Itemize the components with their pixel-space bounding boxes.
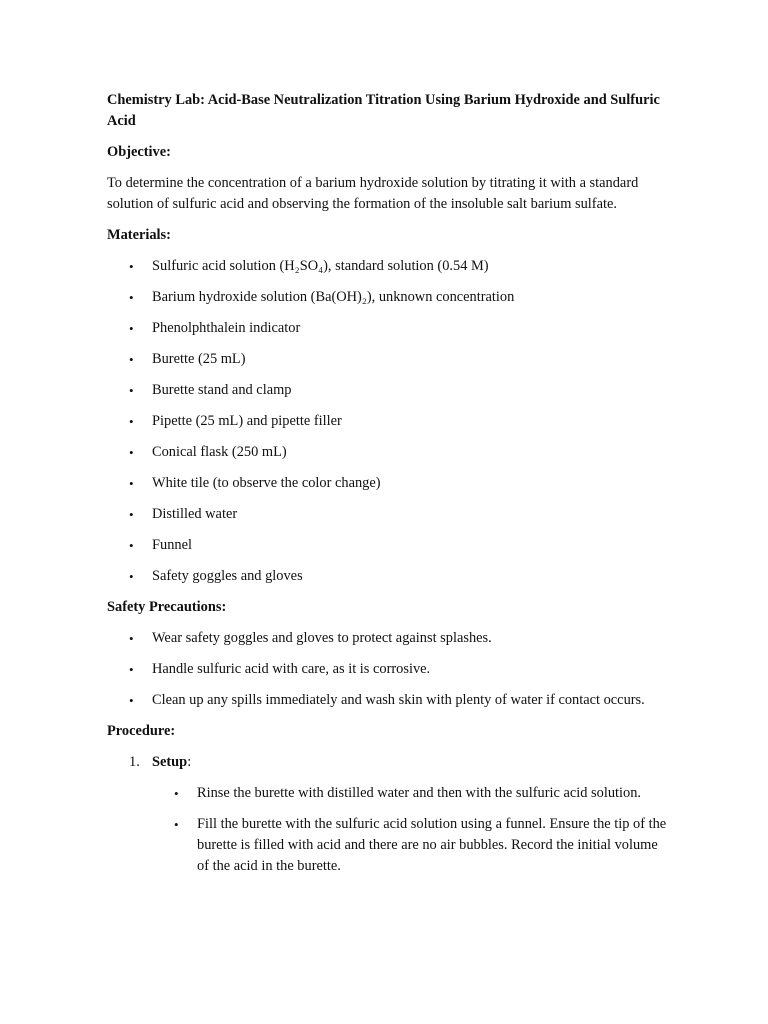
materials-list [107,256,667,587]
list-item: • Distilled water [107,504,667,525]
list-item: • Conical flask (250 mL) [107,442,667,463]
list-item: • Barium hydroxide solution (Ba(OH)₂), unknown concentration [107,287,667,308]
document-title: Chemistry Lab: Acid-Base Neutralization Titration Using Barium Hydroxide and Sulfuric Acid [107,92,660,129]
materials-heading: Materials: [107,227,171,243]
procedure-list [107,752,667,877]
safety-list [107,628,667,711]
step-title: Setup [152,754,188,770]
list-item: • Phenolphthalein indicator [107,318,667,339]
list-item: • Safety goggles and gloves [107,566,667,587]
list-item: • Sulfuric acid solution (H₂SO₄), standard solution (0.54 M) [107,256,667,277]
objective-text: To determine the concentration of a barium hydroxide solution by titrating it with a standard solution of sulfuric acid and observing the formation of the insoluble salt barium sulfate. [107,175,639,212]
objective-heading: Objective: [107,144,171,160]
list-item: • Fill the burette with the sulfuric acid solution using a funnel. Ensure the tip of the burette is filled with acid and there are no air bubbles. Record the initial volume of the acid in the burette. [152,814,667,877]
procedure-step [107,752,667,877]
list-item: • Burette (25 mL) [107,349,667,370]
list-item: • White tile (to observe the color change) [107,473,667,494]
list-item: • Burette stand and clamp [107,380,667,401]
safety-heading: Safety Precautions: [107,599,227,615]
list-item: • Handle sulfuric acid with care, as it is corrosive. [107,659,667,680]
document-body [107,90,667,887]
procedure-heading: Procedure: [107,723,176,739]
list-item: • Clean up any spills immediately and wash skin with plenty of water if contact occurs. [107,690,667,711]
step-title-suffix: : [187,754,192,770]
step-sub-list [152,783,667,877]
list-item: • Pipette (25 mL) and pipette filler [107,411,667,432]
list-item: • Wear safety goggles and gloves to protect against splashes. [107,628,667,649]
list-item: • Rinse the burette with distilled water and then with the sulfuric acid solution. [152,783,667,804]
list-item: • Funnel [107,535,667,556]
step-number: 1. [129,754,140,770]
